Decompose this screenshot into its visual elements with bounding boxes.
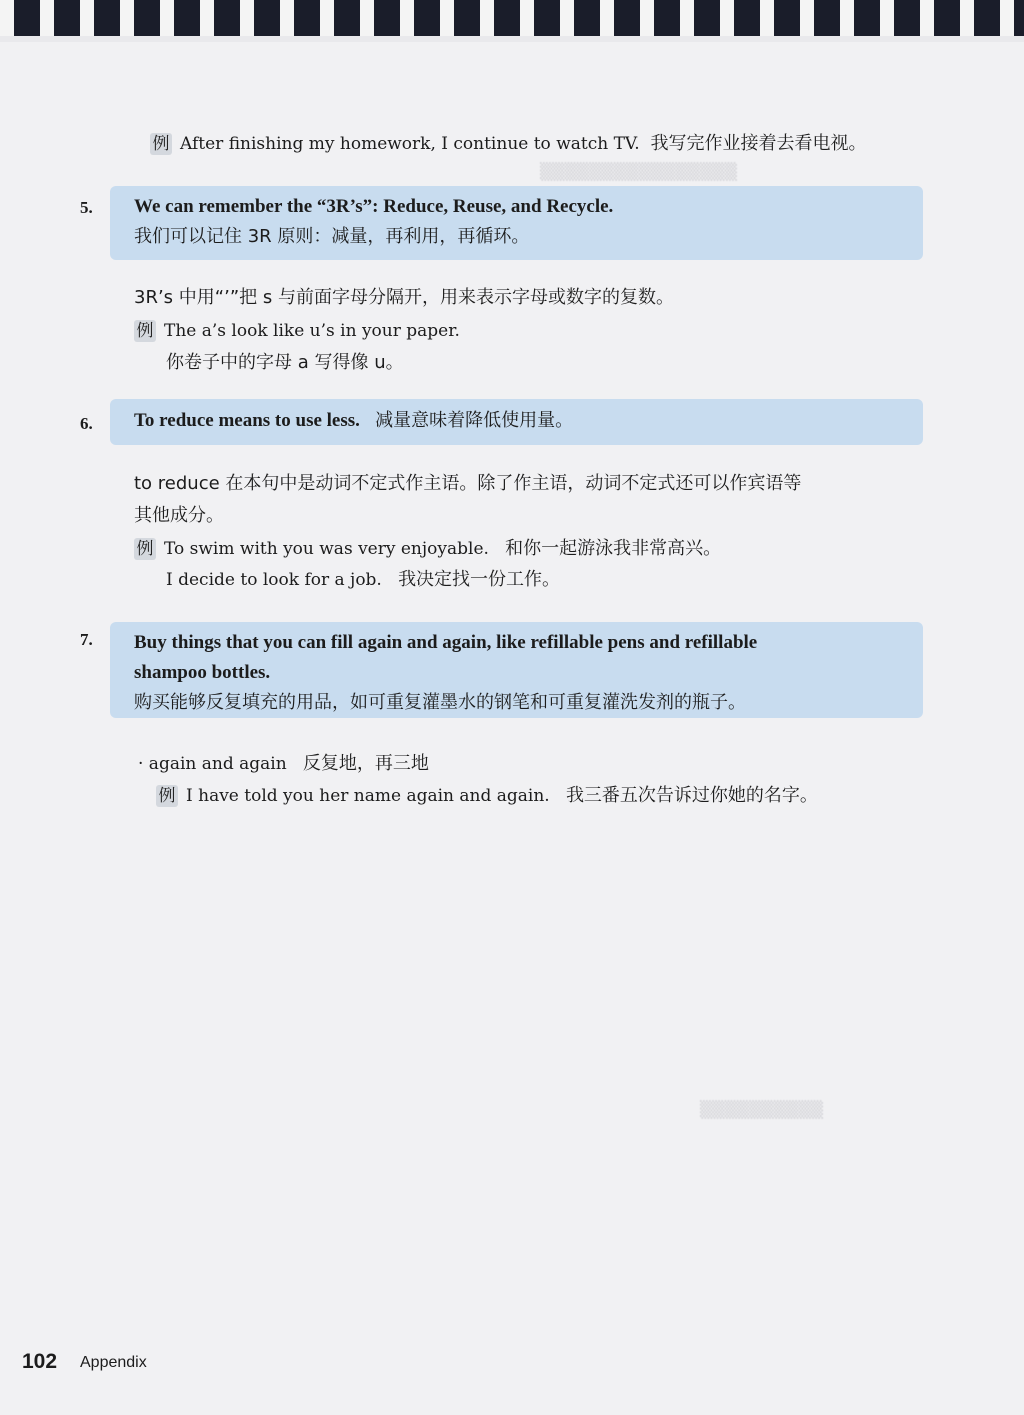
sentence-highlight (110, 622, 923, 718)
example-english: I have told you her name again and again. (186, 786, 550, 806)
key-sentence-chinese: 我们可以记住 3R 原则：减量，再利用，再循环。 (134, 226, 530, 247)
key-sentence-chinese: 减量意味着降低使用量。 (375, 410, 574, 431)
example (134, 533, 721, 565)
bleed-through-text: ▒▒▒▒▒▒▒▒▒▒ (700, 1100, 824, 1119)
phrase-chinese: 反复地，再三地 (302, 753, 429, 774)
section-label: Appendix (80, 1354, 147, 1371)
top-example (150, 128, 866, 160)
page-number: 102 (22, 1350, 58, 1373)
key-sentence-english: To reduce means to use less. (134, 410, 360, 431)
example-mark: 例 (134, 538, 156, 560)
example-mark: 例 (134, 320, 156, 342)
sentence-highlight (110, 186, 923, 260)
example-mark: 例 (150, 133, 172, 155)
example-chinese: 和你一起游泳我非常高兴。 (505, 538, 722, 559)
key-sentence-chinese: 购买能够反复填充的用品，如可重复灌墨水的钢笔和可重复灌洗发剂的瓶子。 (134, 692, 746, 713)
grammar-note: 3R’s 中用“’”把 s 与前面字母分隔开，用来表示字母或数字的复数。 (134, 287, 674, 308)
item-number: 6. (80, 414, 93, 433)
example-chinese: 我写完作业接着去看电视。 (650, 133, 867, 154)
example-chinese: 我三番五次告诉过你她的名字。 (565, 785, 818, 806)
item-number: 7. (80, 630, 93, 649)
example-english: The a’s look like u’s in your paper. (164, 321, 460, 341)
sentence-highlight (110, 399, 923, 445)
example-english: After finishing my homework, I continue to watch TV. (180, 134, 640, 154)
phrase-english: · again and again (138, 754, 287, 774)
example-english: I decide to look for a job. (166, 570, 382, 590)
example (166, 564, 560, 596)
example-english: To swim with you was very enjoyable. (164, 539, 489, 559)
item-number: 5. (80, 198, 93, 217)
spiral-binding (0, 0, 1024, 42)
example (134, 316, 460, 347)
key-sentence-english: shampoo bottles. (134, 662, 271, 683)
example-chinese: 你卷子中的字母 a 写得像 u。 (166, 352, 404, 373)
example-chinese: 我决定找一份工作。 (398, 569, 561, 590)
key-sentence-english: We can remember the “3R’s”: Reduce, Reuse, and Recycle. (134, 196, 614, 217)
grammar-note: to reduce 在本句中是动词不定式作主语。除了作主语，动词不定式还可以作宾语等 (134, 473, 802, 494)
key-sentence-english: Buy things that you can fill again and again, like refillable pens and refillable (134, 632, 758, 653)
grammar-note: 其他成分。 (134, 505, 224, 526)
phrase-entry (138, 748, 429, 780)
example-mark: 例 (156, 785, 178, 807)
bleed-through-text: ▒▒▒▒▒▒▒▒▒▒▒▒▒▒▒▒ (540, 162, 737, 181)
example (156, 780, 818, 812)
